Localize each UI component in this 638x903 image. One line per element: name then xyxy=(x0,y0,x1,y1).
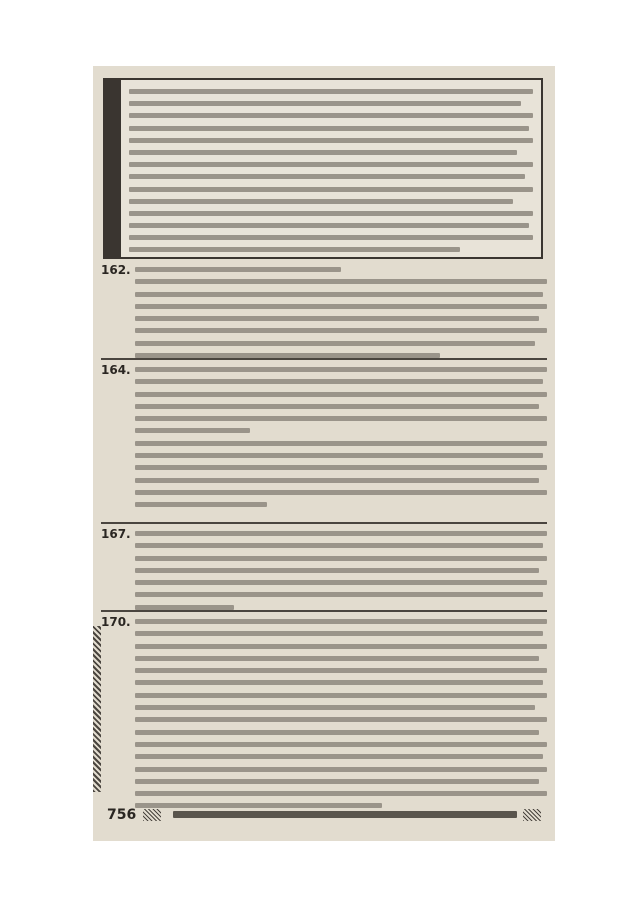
page-number: 756 xyxy=(107,807,137,823)
exercise-164 xyxy=(101,364,547,528)
exercise-separator xyxy=(101,522,547,524)
exercise-167 xyxy=(101,528,547,620)
explanation-text xyxy=(129,89,533,260)
explanation-box xyxy=(103,78,543,259)
exercise-text xyxy=(135,619,547,816)
exercise-number: 164. xyxy=(101,363,131,377)
exercise-separator xyxy=(101,358,547,360)
exercise-text xyxy=(135,267,547,365)
exercise-text xyxy=(135,531,547,617)
exercise-number: 167. xyxy=(101,527,131,541)
page-footer xyxy=(103,804,545,826)
footer-hatching xyxy=(523,809,541,821)
footer-hatching xyxy=(143,809,161,821)
exercise-number: 162. xyxy=(101,263,131,277)
exercise-162 xyxy=(101,264,547,364)
exercise-separator xyxy=(101,610,547,612)
running-footer-text xyxy=(173,811,517,818)
exercise-170 xyxy=(101,616,547,796)
exercise-text xyxy=(135,367,547,515)
exercise-number: 170. xyxy=(101,615,131,629)
explanation-side-label xyxy=(105,80,121,257)
book-page xyxy=(93,66,555,841)
margin-hatching xyxy=(93,626,101,792)
